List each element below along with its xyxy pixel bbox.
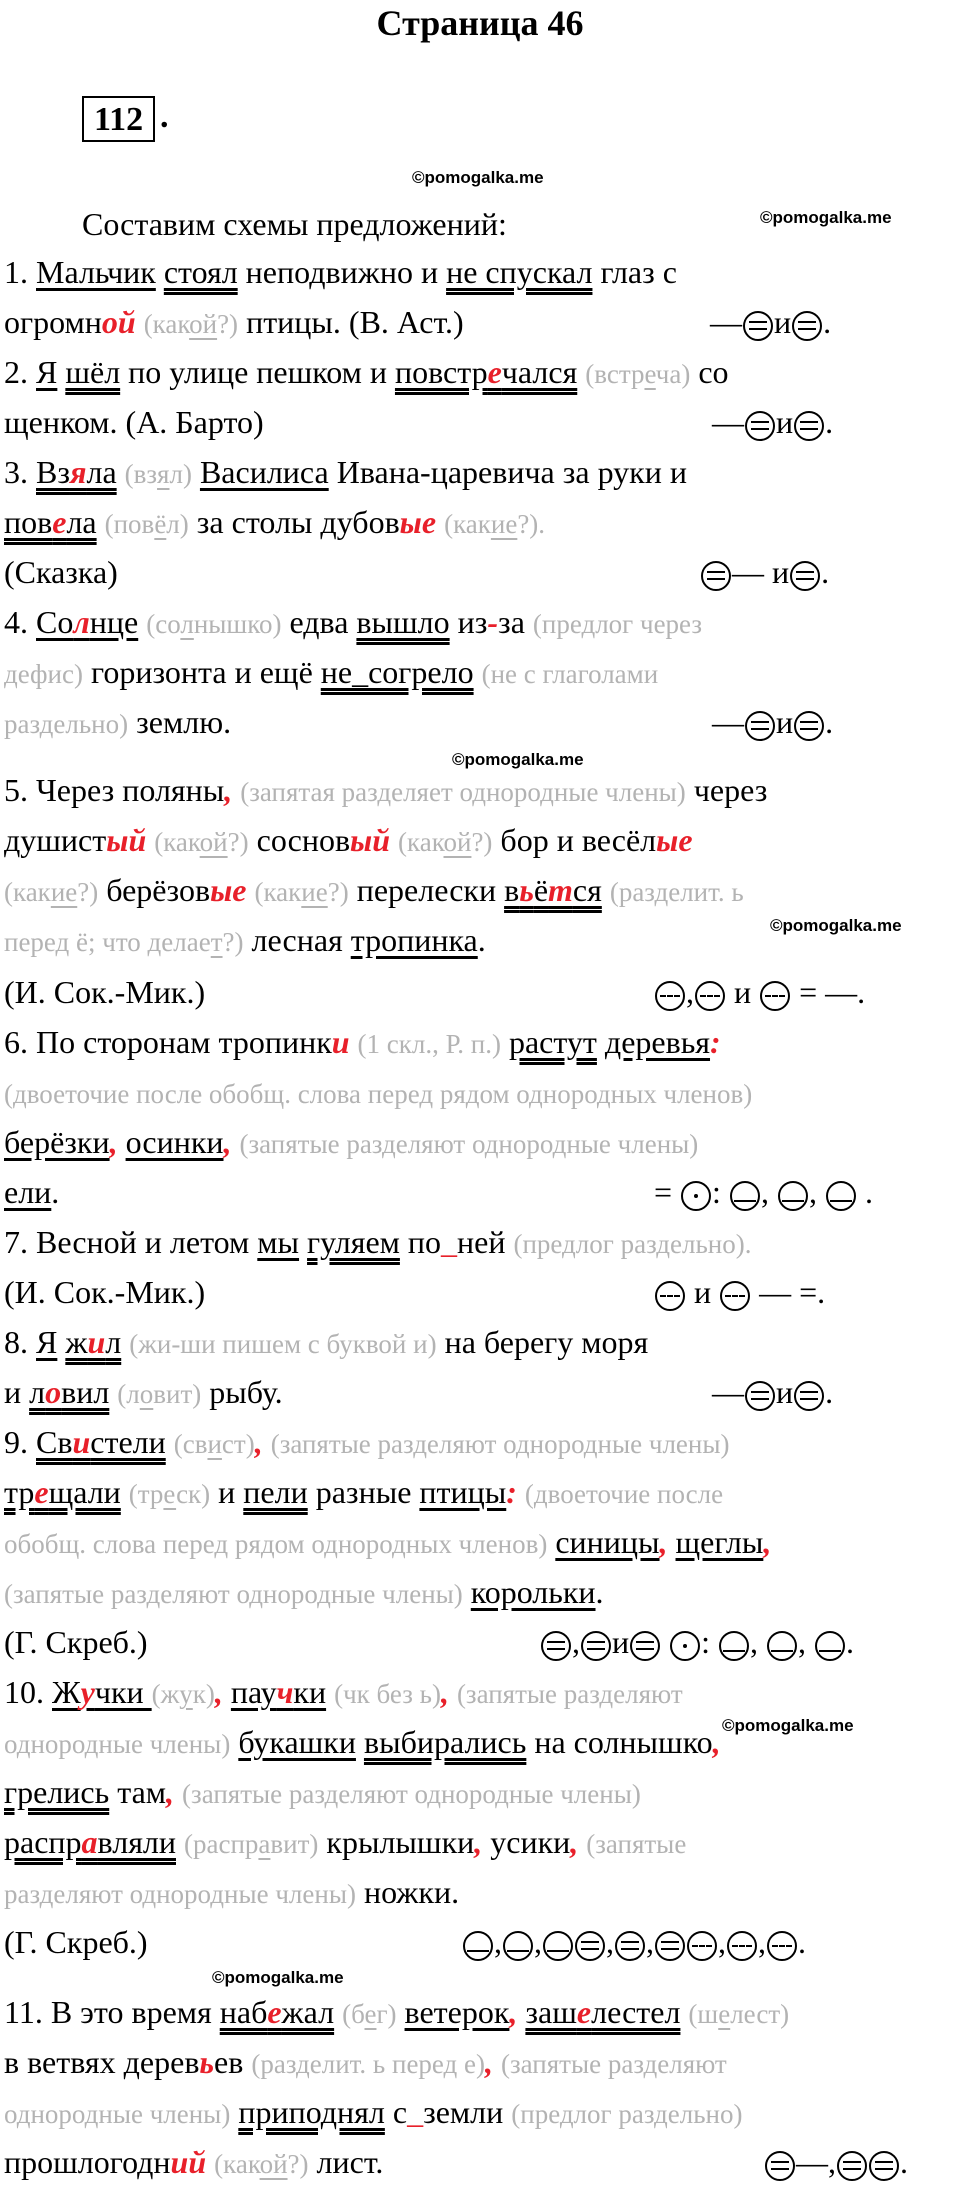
predicate-circle-icon	[745, 411, 775, 441]
predicate-circle-icon	[869, 2151, 899, 2181]
sentence-scheme: — и .	[700, 552, 829, 592]
attribute-circle-icon	[687, 1931, 717, 1961]
predicate-circle-icon	[745, 1381, 775, 1411]
attribute-circle-icon	[720, 1281, 750, 1311]
sentence-line: прошлогодний (какой?) лист.	[4, 2144, 384, 2180]
sentence-line: обобщ. слова перед рядом однородных членов) синицы, щеглы,	[4, 1524, 772, 1560]
sentence-line: (Сказка)	[4, 554, 118, 590]
intro-text: Составим схемы предложений:	[82, 206, 507, 242]
sentence-line: 11. В это время набежал (бег) ветерок, зашелестел (шелест)	[4, 1994, 790, 2030]
predicate-circle-icon	[630, 1631, 660, 1661]
sentence-line: разделяют однородные члены) ножки.	[4, 1874, 460, 1910]
watermark: ©pomogalka.me	[760, 208, 892, 227]
subject-circle-icon	[815, 1631, 845, 1661]
subject-circle-icon	[730, 1181, 760, 1211]
sentence-line: (запятые разделяют однородные члены) корольки.	[4, 1574, 604, 1610]
sentence-line: душистый (какой?) сосновый (какой?) бор и весёлые	[4, 822, 693, 858]
attribute-circle-icon	[727, 1931, 757, 1961]
sentence-line: 4. Солнце (солнышко) едва вышло из-за (предлог через	[4, 604, 703, 640]
sentence-line: (двоеточие после обобщ. слова перед рядом однородных членов)	[4, 1079, 753, 1109]
exercise-number-dot: .	[160, 98, 169, 135]
generalizing-word-icon	[670, 1631, 700, 1661]
sentence-scheme: , и : , , .	[540, 1622, 854, 1662]
sentence-line: 5. Через поляны, (запятая разделяет однородные члены) через	[4, 772, 768, 808]
subject-circle-icon	[463, 1931, 493, 1961]
attribute-circle-icon	[767, 1931, 797, 1961]
predicate-circle-icon	[837, 2151, 867, 2181]
sentence-line: берёзки, осинки, (запятые разделяют однородные члены)	[4, 1124, 699, 1160]
sentence-line: раздельно) землю.	[4, 704, 232, 740]
predicate-circle-icon	[794, 711, 824, 741]
sentence-line: щенком. (А. Барто)	[4, 404, 264, 440]
sentence-scheme: —, .	[764, 2142, 908, 2182]
subject-circle-icon	[543, 1931, 573, 1961]
watermark: ©pomogalka.me	[722, 1716, 854, 1735]
predicate-circle-icon	[655, 1931, 685, 1961]
sentence-line: расправляли (расправит) крылышки, усики, (запятые	[4, 1824, 687, 1860]
sentence-line: 3. Взяла (взял) Василиса Ивана-царевича за руки и	[4, 454, 687, 490]
sentence-scheme: , , , , , , .	[462, 1922, 806, 1962]
sentence-line: в ветвях деревьев (разделит. ь перед е), (запятые разделяют	[4, 2044, 727, 2080]
predicate-circle-icon	[743, 311, 773, 341]
watermark: ©pomogalka.me	[452, 750, 584, 769]
predicate-circle-icon	[581, 1631, 611, 1661]
watermark: ©pomogalka.me	[412, 168, 544, 187]
sentence-line: однородные члены) букашки выбирались на солнышко,	[4, 1724, 721, 1760]
subject-circle-icon	[503, 1931, 533, 1961]
sentence-scheme: , и = —.	[654, 972, 865, 1012]
predicate-circle-icon	[615, 1931, 645, 1961]
sentence-line: ели.	[4, 1174, 60, 1210]
sentence-scheme: — и .	[712, 404, 834, 440]
predicate-circle-icon	[541, 1631, 571, 1661]
sentence-scheme: — и .	[710, 304, 832, 340]
sentence-line: дефис) горизонта и ещё не_согрело (не с глаголами	[4, 654, 659, 690]
sentence-line: (И. Сок.-Мик.)	[4, 974, 206, 1010]
sentence-scheme: — и .	[712, 1374, 834, 1410]
sentence-line: и ловил (ловит) рыбу.	[4, 1374, 283, 1410]
predicate-circle-icon	[790, 561, 820, 591]
sentence-line: 7. Весной и летом мы гуляем по_ней (предлог раздельно).	[4, 1224, 752, 1260]
sentence-line: (И. Сок.-Мик.)	[4, 1274, 206, 1310]
subject-circle-icon	[826, 1181, 856, 1211]
watermark: ©pomogalka.me	[770, 916, 902, 935]
sentence-scheme: и — =.	[654, 1272, 825, 1312]
sentence-line: огромной (какой?) птицы. (В. Аст.)	[4, 304, 464, 340]
sentence-line: грелись там, (запятые разделяют однородные члены)	[4, 1774, 641, 1810]
predicate-circle-icon	[701, 561, 731, 591]
sentence-line: 9. Свистели (свист), (запятые разделяют однородные члены)	[4, 1424, 730, 1460]
predicate-circle-icon	[794, 411, 824, 441]
sentence-scheme: = : , , .	[654, 1174, 873, 1210]
subject-circle-icon	[719, 1631, 749, 1661]
sentence-line: перед ё; что делает?) лесная тропинка.	[4, 922, 486, 958]
attribute-circle-icon	[655, 981, 685, 1011]
sentence-line: 8. Я жил (жи-ши пишем с буквой и) на берегу моря	[4, 1324, 649, 1360]
predicate-circle-icon	[575, 1931, 605, 1961]
attribute-circle-icon	[655, 1281, 685, 1311]
exercise-number: 112	[82, 96, 155, 142]
attribute-circle-icon	[695, 981, 725, 1011]
sentence-line: 6. По сторонам тропинки (1 скл., Р. п.) растут деревья:	[4, 1024, 721, 1060]
watermark: ©pomogalka.me	[212, 1968, 344, 1987]
subject-circle-icon	[778, 1181, 808, 1211]
sentence-line: трещали (треск) и пели разные птицы: (двоеточие после	[4, 1474, 724, 1510]
sentence-line: (какие?) берёзовые (какие?) перелески вьётся (разделит. ь	[4, 872, 744, 908]
predicate-circle-icon	[794, 1381, 824, 1411]
page-title: Страница 46	[376, 3, 584, 43]
sentence-line: (Г. Скреб.)	[4, 1624, 148, 1660]
predicate-circle-icon	[745, 711, 775, 741]
sentence-line: однородные члены) приподнял с_земли (предлог раздельно)	[4, 2094, 743, 2130]
sentence-scheme: — и .	[712, 704, 834, 740]
sentence-line: повела (повёл) за столы дубовые (какие?).	[4, 504, 546, 540]
sentence-line: 2. Я шёл по улице пешком и повстречался (встреча) со	[4, 354, 729, 390]
predicate-circle-icon	[792, 311, 822, 341]
attribute-circle-icon	[760, 981, 790, 1011]
sentence-line: (Г. Скреб.)	[4, 1924, 148, 1960]
predicate-circle-icon	[765, 2151, 795, 2181]
sentence-line: 1. Мальчик стоял неподвижно и не спускал глаз с	[4, 254, 677, 290]
sentence-line: 10. Жучки (жук), паучки (чк без ь), (запятые разделяют	[4, 1674, 683, 1710]
subject-circle-icon	[767, 1631, 797, 1661]
generalizing-word-icon	[681, 1181, 711, 1211]
